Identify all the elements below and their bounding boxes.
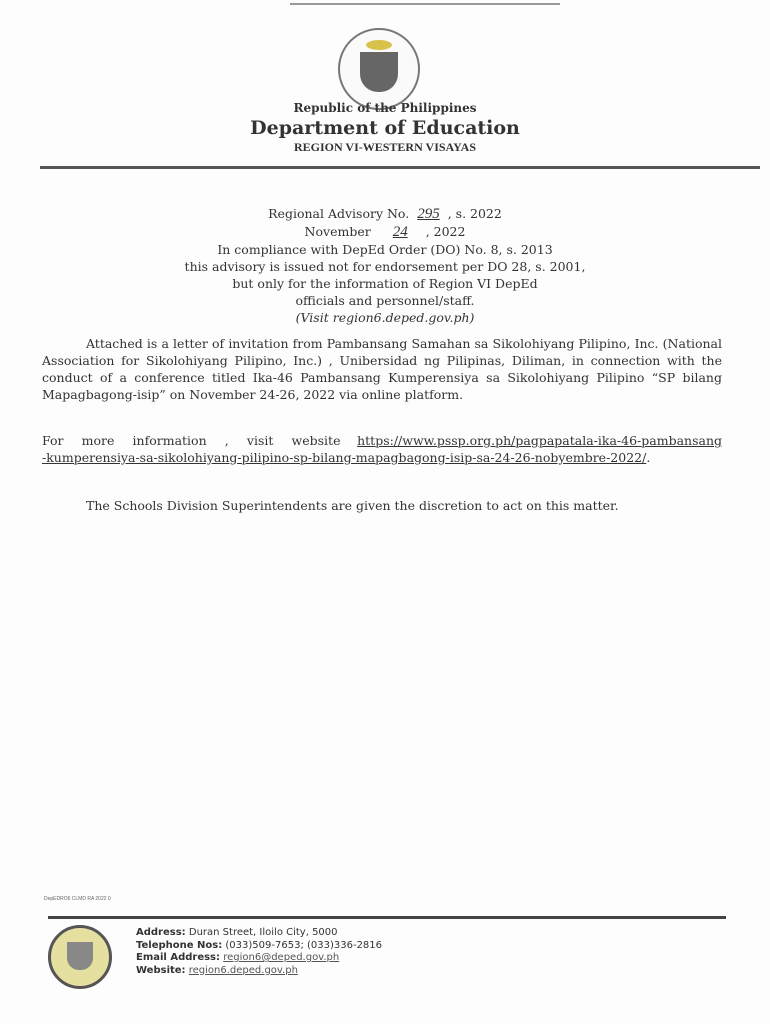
header-divider [40,166,760,169]
advisory-number: 295 [417,206,440,222]
footer-divider [48,916,726,919]
advisory-line: but only for the information of Region VI DepEd [232,276,538,291]
deped-seal-logo [338,28,420,110]
advisory-date-line: November 24 , 2022 [304,224,466,240]
scan-edge-line [290,3,560,5]
body-paragraph: Attached is a letter of invitation from Pambansang Samahan sa Sikolohiyang Pilipino, Inc. (National Association for Sikolohiyang Pilipino, Inc.) , Unibersidad ng Pilipinas, Diliman, in connection with the conduct of a conference titled Ika-46 Pambansang Kumperensiya sa Sikolohiyang Pilipino “SP bilang Mapagbagong-isip” on November 24-26, 2022 via online platform. [42,336,722,402]
footer-contact: Address: Duran Street, Iloilo City, 5000 Telephone Nos: (033)509-7653; (033)336-2816 Email Address: region6@deped.gov.ph Website: region6.deped.gov.ph [136,927,383,976]
closing-paragraph: The Schools Division Superintendents are given the discretion to act on this matter. [86,498,619,513]
advisory-number-line: Regional Advisory No. 295 , s. 2022 [268,206,502,222]
region-heading: REGION VI-WESTERN VISAYAS [293,140,477,154]
advisory-day: 24 [392,224,408,240]
address: Duran Street, Iloilo City, 5000 [188,927,338,938]
advisory-line: In compliance with DepEd Order (DO) No. 8, s. 2013 [217,242,553,257]
department-heading: Department of Education [250,117,520,139]
republic-heading: Republic of the Philippines [293,101,477,115]
advisory-line: officials and personnel/staff. [295,293,475,308]
advisory-block [0,205,770,326]
more-info-paragraph: For more information , visit website https://www.pssp.org.ph/pagpapatala-ika-46-pambansang-kumperensiya-sa-sikolohiyang-pilipino-sp-bilang-mapagbagong-isip-sa-24-26-nobyembre-2022/. [42,433,722,465]
conference-link[interactable]: https://www.pssp.org.ph/pagpapatala-ika-46-pambansang-kumperensiya-sa-sikolohiyang-pilipino-sp-bilang-mapagbagong-isip-sa-24-26-nobyembre-2022/ [42,433,722,465]
advisory-line: this advisory is issued not for endorsement per DO 28, s. 2001, [184,259,586,274]
website-link[interactable]: region6.deped.gov.ph [188,964,298,976]
document-code: DepEDRO6 CLMD RA 2022 0 [44,896,111,902]
phone: (033)509-7653; (033)336-2816 [225,939,383,951]
advisory-visit: (Visit region6.deped.gov.ph) [295,310,475,325]
email-link[interactable]: region6@deped.gov.ph [223,952,340,963]
regional-seal-logo [48,925,112,989]
